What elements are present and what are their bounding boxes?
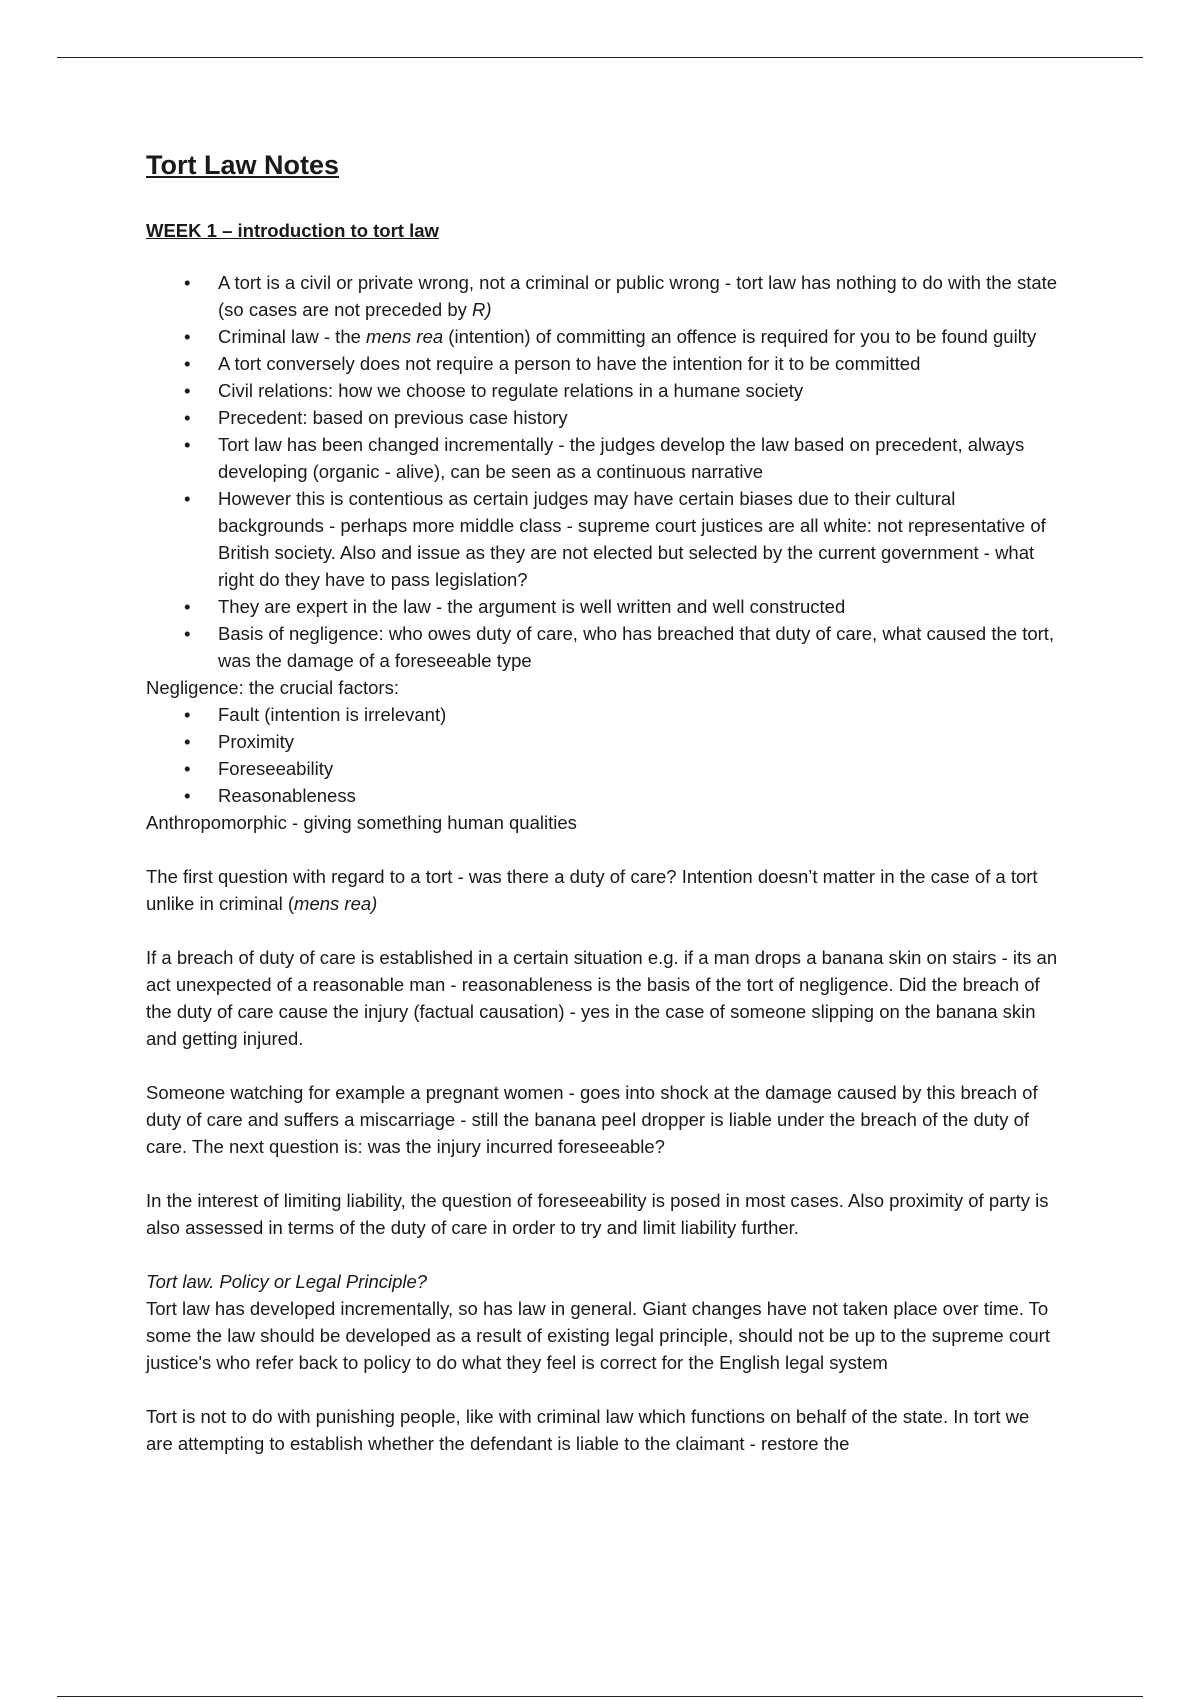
negligence-intro: Negligence: the crucial factors: [146,677,399,698]
bullet-icon: • [184,380,191,401]
paragraph-limiting-liability: In the interest of limiting liability, the question of foreseeability is posed in most cases. Also proximity of party is also assessed in terms of the duty of care in order to try and limit liability further. [146,1190,1049,1238]
bullet-icon: • [184,731,191,752]
list-item: • A tort conversely does not require a person to have the intention for it to be committed [146,350,1061,377]
week-heading: WEEK 1 – introduction to tort law [146,220,439,241]
negligence-factor-list [146,701,1061,809]
paragraph-watching: Someone watching for example a pregnant women - goes into shock at the damage caused by this breach of duty of care and suffers a miscarriage - still the banana peel dropper is liable under the breach of the duty of care. The next question is: was the injury incurred foreseeable? [146,1082,1038,1157]
policy-heading: Tort law. Policy or Legal Principle? [146,1271,428,1292]
list-item: • However this is contentious as certain judges may have certain biases due to their cultural backgrounds - perhaps more middle class - supreme court justices are all white: not representative of British society. Also and issue as they are not elected but selected by the current government - what right do they have to pass legislation? [146,485,1061,593]
anthropomorphic-definition: Anthropomorphic - giving something human qualities [146,812,577,833]
list-item: • A tort is a civil or private wrong, not a criminal or public wrong - tort law has nothing to do with the state (so cases are not preceded by R) [146,269,1061,323]
bullet-icon: • [184,272,191,293]
bullet-icon: • [184,488,191,509]
bullet-icon: • [184,434,191,455]
list-item: • Proximity [146,728,1061,755]
list-item: • Civil relations: how we choose to regulate relations in a humane society [146,377,1061,404]
list-item: • Fault (intention is irrelevant) [146,701,1061,728]
list-item: • Criminal law - the mens rea (intention) of committing an offence is required for you to be found guilty [146,323,1061,350]
bullet-icon: • [184,623,191,644]
bullet-icon: • [184,704,191,725]
bullet-icon: • [184,758,191,779]
list-item: • Foreseeability [146,755,1061,782]
intro-bullet-list [146,269,1061,674]
list-item: • They are expert in the law - the argument is well written and well constructed [146,593,1061,620]
top-rule [57,57,1143,58]
bullet-icon: • [184,326,191,347]
document-body [146,148,1061,1457]
paragraph-breach: If a breach of duty of care is established in a certain situation e.g. if a man drops a banana skin on stairs - its an act unexpected of a reasonable man - reasonableness is the basis of the tort of negligence. Did the breach of the duty of care cause the injury (factual causation) - yes in the case of someone slipping on the banana skin and getting injured. [146,947,1058,1049]
bullet-icon: • [184,596,191,617]
paragraph-policy: Tort law has developed incrementally, so has law in general. Giant changes have not taken place over time. To some the law should be developed as a result of existing legal principle, should not be up to the supreme court justice's who refer back to policy to do what they feel is correct for the English legal system [146,1298,1050,1373]
bottom-rule [57,1696,1143,1697]
bullet-icon: • [184,353,191,374]
paragraph-first-question: The first question with regard to a tort - was there a duty of care? Intention doesn’t matter in the case of a tort unlike in criminal (mens rea) [146,866,1038,914]
list-item: • Basis of negligence: who owes duty of care, who has breached that duty of care, what caused the tort, was the damage of a foreseeable type [146,620,1061,674]
list-item: • Tort law has been changed incrementally - the judges develop the law based on precedent, always developing (organic - alive), can be seen as a continuous narrative [146,431,1061,485]
paragraph-punishing: Tort is not to do with punishing people, like with criminal law which functions on behalf of the state. In tort we are attempting to establish whether the defendant is liable to the claimant - restore the [146,1406,1030,1454]
document-title: Tort Law Notes [146,150,340,180]
bullet-icon: • [184,407,191,428]
list-item: • Reasonableness [146,782,1061,809]
bullet-icon: • [184,785,191,806]
list-item: • Precedent: based on previous case history [146,404,1061,431]
